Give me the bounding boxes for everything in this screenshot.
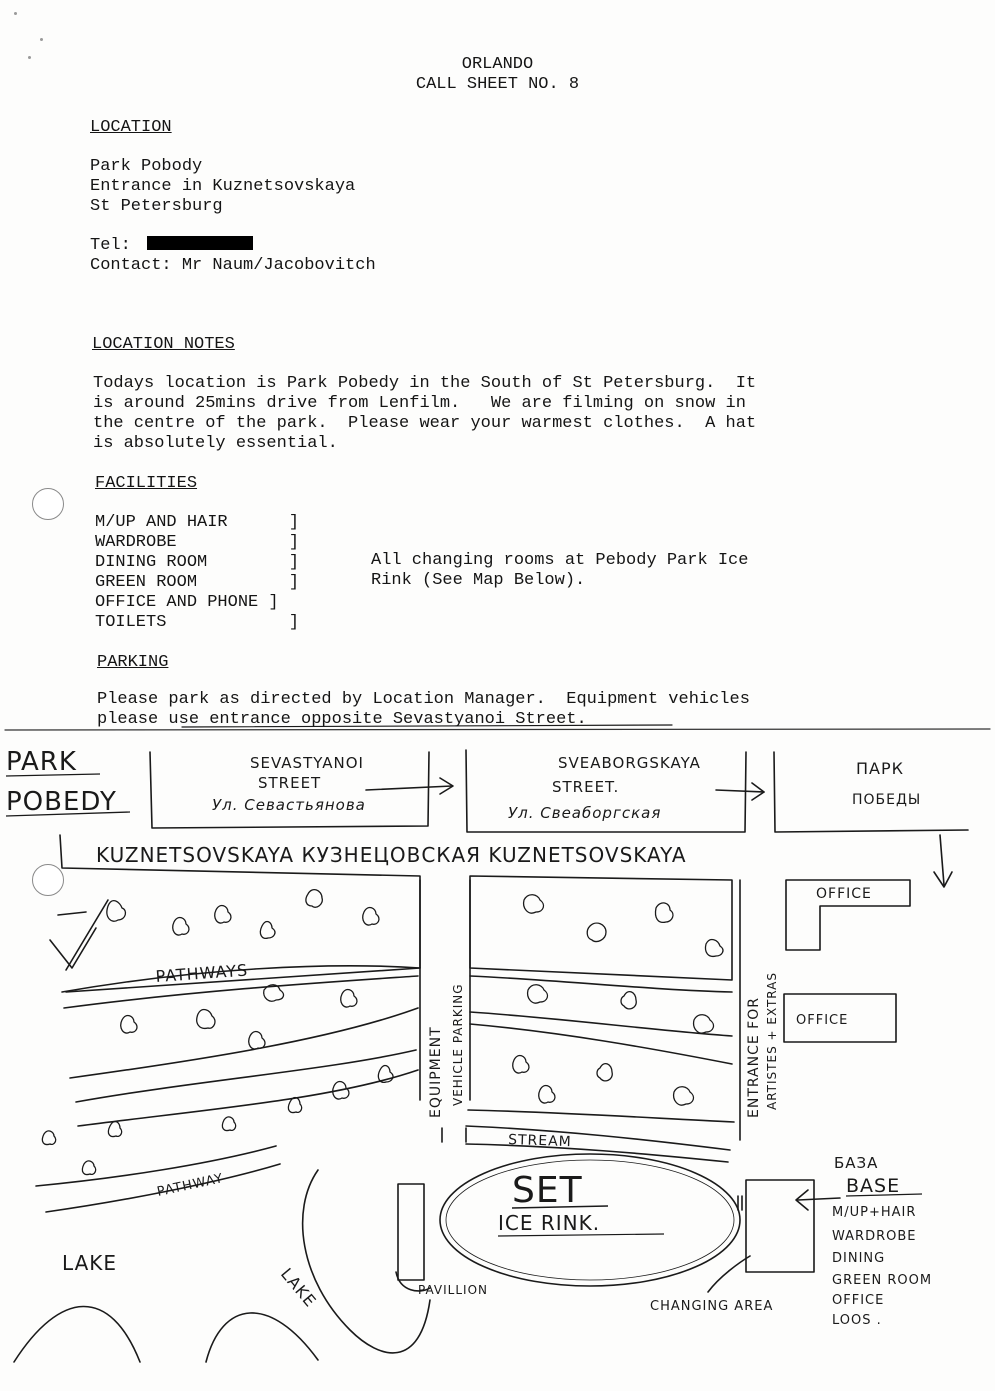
street-label: STREET [258, 774, 322, 792]
facilities-note-line: Rink (See Map Below). [371, 571, 586, 590]
park-name-russian: ПАРК [856, 759, 904, 778]
lake-label: LAKE [276, 1264, 321, 1311]
location-heading: LOCATION [90, 118, 172, 137]
ice-rink-label: ICE RINK. [498, 1211, 601, 1235]
street-label-russian: Ул. Свеаборгская [508, 804, 662, 822]
base-russian-label: БАЗА [834, 1154, 879, 1172]
facility-item: DINING ROOM ] [95, 553, 300, 572]
street-label: SEVASTYANOI [250, 754, 364, 772]
changing-area-label: CHANGING AREA [650, 1299, 774, 1314]
main-road-label: KUZNETSOVSKAYA КУЗНЕЦОВСКАЯ KUZNETSOVSKAYA [96, 843, 687, 867]
location-notes-line: is absolutely essential. [93, 434, 338, 453]
street-label: STREET. [552, 778, 620, 796]
base-item-label: GREEN ROOM [832, 1273, 933, 1288]
location-notes-line: Todays location is Park Pobedy in the South of St Petersburg. It [93, 374, 757, 393]
office-label: OFFICE [796, 1013, 849, 1028]
lake-label: LAKE [62, 1251, 118, 1275]
base-item-label: DINING [832, 1251, 886, 1266]
location-notes-line: is around 25mins drive from Lenfilm. We are filming on snow in [93, 394, 746, 413]
pathway-label: PATHWAY [155, 1171, 225, 1200]
location-line: Entrance in Kuznetsovskaya [90, 177, 356, 196]
base-item-label: LOOS . [832, 1313, 882, 1328]
base-item-label: WARDROBE [832, 1229, 917, 1244]
facility-item: WARDROBE ] [95, 533, 300, 552]
base-label: BASE [846, 1175, 901, 1197]
parking-line: please use entrance opposite Sevastyanoi Street. [97, 710, 587, 729]
facility-item: M/UP AND HAIR ] [95, 513, 300, 532]
facilities-note-line: All changing rooms at Pebody Park Ice [371, 551, 749, 570]
parking-line: Please park as directed by Location Manager. Equipment vehicles [97, 690, 750, 709]
entrance-extras-label: ARTISTES + EXTRAS [765, 972, 779, 1110]
base-item-label: OFFICE [832, 1293, 885, 1308]
equipment-parking-label: EQUIPMENT [428, 1026, 444, 1118]
street-label: SVEABORGSKAYA [558, 754, 701, 772]
office-label: OFFICE [816, 886, 872, 902]
street-label-russian: Ул. Севастьянова [212, 796, 366, 814]
set-label: SET [512, 1170, 583, 1211]
facilities-heading: FACILITIES [95, 474, 198, 493]
location-line: St Petersburg [90, 197, 223, 216]
entrance-extras-label: ENTRANCE FOR [746, 997, 762, 1118]
location-line: Park Pobody [90, 157, 203, 176]
facility-item: GREEN ROOM ] [95, 573, 300, 592]
parking-heading: PARKING [97, 653, 169, 672]
park-name-label: PARK [6, 747, 77, 777]
document-title: ORLANDO [461, 55, 534, 74]
facility-item: TOILETS ] [95, 613, 300, 632]
location-notes-heading: LOCATION NOTES [92, 335, 235, 354]
location-notes-line: the centre of the park. Please wear your warmest clothes. A hat [93, 414, 757, 433]
pavilion-label: PAVILLION [418, 1283, 488, 1297]
facility-item: OFFICE AND PHONE ] [95, 593, 279, 612]
stream-label: STREAM [507, 1132, 573, 1151]
base-item-label: M/UP+HAIR [832, 1205, 917, 1220]
call-sheet-number: CALL SHEET NO. 8 [415, 75, 580, 94]
park-name-russian: ПОБЕДЫ [852, 792, 922, 808]
park-name-label: POBEDY [6, 787, 117, 817]
contact-line: Contact: Mr Naum/Jacobovitch [90, 256, 376, 275]
equipment-parking-label: VEHICLE PARKING [451, 983, 465, 1106]
pathways-label: PATHWAYS [154, 960, 249, 986]
tel-label: Tel: [90, 236, 131, 255]
